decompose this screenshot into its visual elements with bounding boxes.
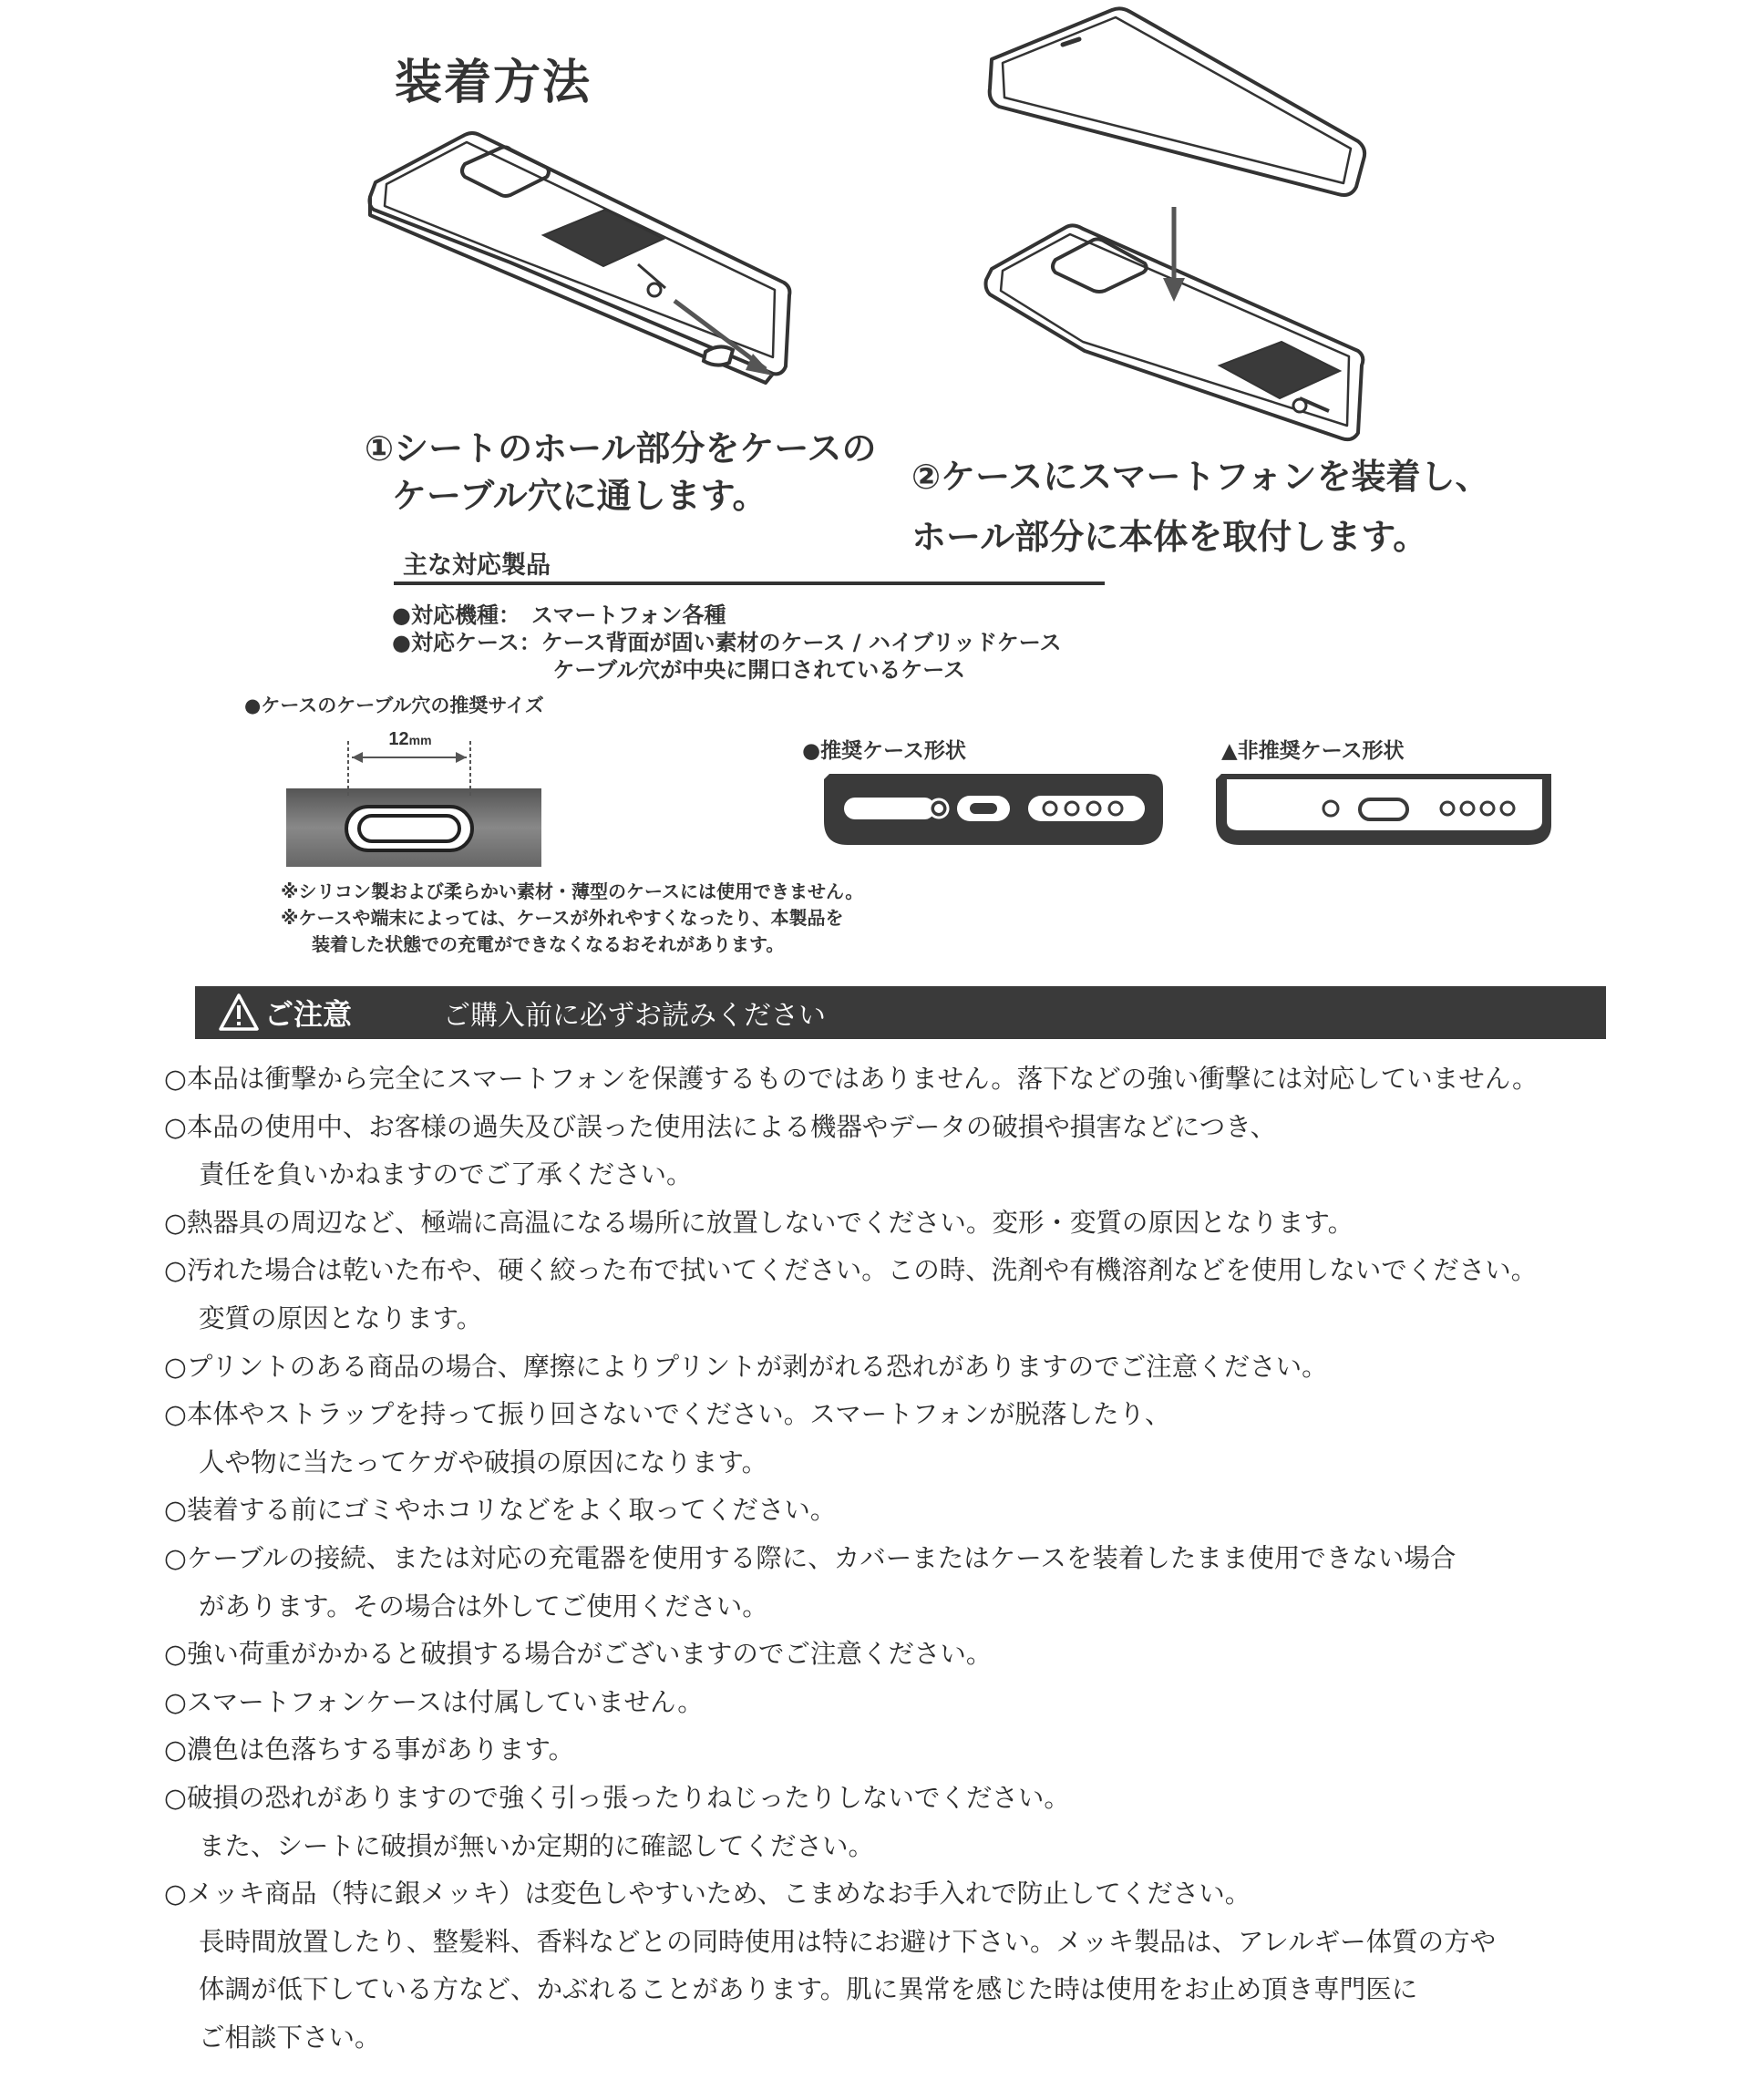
caution-item-cont: 変質の原因となります。 [199,1302,483,1333]
cable-hole-outline [346,807,472,850]
phone-inner [1003,17,1351,183]
step-1-text [365,425,877,520]
dimension-value: 12 [388,729,409,749]
note-line: ※ケースや端末によっては、ケースが外れやすくなったり、本製品を [281,907,844,929]
note-line: ※シリコン製および柔らかい素材・薄型のケースには使用できません。 [281,880,864,902]
caution-item-cont: 人や物に当たってケガや破損の原因になります。 [199,1446,768,1477]
compat-row: ●対応ケース：ケース背面が固い素材のケース / ハイブリッドケース [392,630,1062,655]
caution-item: ○破損の恐れがありますので強く引っ張ったりねじったりしないでください。 [164,1782,1070,1813]
caution-header [195,986,1606,1039]
phone-speaker [1063,39,1079,45]
caution-item: ○ケーブルの接続、または対応の充電器を使用する際に、カバーまたはケースを装着したまま使用できない場合 [164,1542,1457,1573]
phone-into-case-illustration [975,5,1376,451]
caution-item: ○メッキ商品（特に銀メッキ）は変色しやすいため、こまめなお手入れで防止してください。 [164,1879,1251,1910]
compat-row: ●対応機種： スマートフォン各種 [392,602,726,628]
caution-item: ○プリントのある商品の場合、摩擦によりプリントが剥がれる恐れがありますのでご注意ください。 [164,1351,1328,1382]
compat-divider [394,582,1105,585]
caution-item-cont: 責任を負いかねますのでご了承ください。 [199,1159,693,1190]
caution-subtitle: ご購入前に必ずお読みください [443,1000,827,1032]
svg-text:12mm [388,729,431,749]
page-title: 装着方法 [395,56,592,110]
recommended-case-shape [820,770,1167,852]
caution-item: ○装着する前にゴミやホコリなどをよく取ってください。 [164,1495,837,1526]
note-line: 装着した状態での充電ができなくなるおそれがあります。 [312,933,785,955]
step-1-line-1: ①シートのホール部分をケースの [365,428,877,468]
not-recommended-case-shape [1212,770,1559,852]
caution-list [164,1055,1714,2062]
step-1-line-2: ケーブル穴に通します。 [392,476,767,516]
caution-item-cont: があります。その場合は外してご使用ください。 [199,1590,768,1621]
caution-item: ○濃色は色落ちする事があります。 [164,1735,575,1765]
caution-item: ○熱器具の周辺など、極端に高温になる場所に放置しないでください。変形・変質の原因となります。 [164,1207,1354,1238]
caution-item-cont: 長時間放置したり、整髪料、香料などとの同時使用は特にお避け下さい。メッキ製品は、アレルギー体質の方や [199,1926,1497,1957]
caution-item: ○スマートフォンケースは付属していません。 [164,1686,704,1717]
compat-spec-list [392,602,1062,684]
caution-item: ○本体やストラップを持って振り回さないでください。スマートフォンが脱落したり、 [164,1399,1171,1430]
caution-item-cont: 体調が低下している方など、かぶれることがあります。肌に異常を感じた時は使用をお止め頂き専門医に [199,1974,1418,2005]
camera-cutout [462,147,549,196]
case-with-sheet-illustration [365,128,802,401]
dimension-unit: mm [408,733,432,747]
cable-hole [704,346,733,365]
compat-title: 主な対応製品 [403,551,551,580]
usage-notes [281,879,863,958]
sheet-square [543,210,664,266]
caution-item: ○本品は衝撃から完全にスマートフォンを保護するものではありません。落下などの強い衝撃には対応していません。 [164,1064,1539,1094]
sheet-hole [648,283,661,296]
caution-item-cont: また、シートに破損が無いか定期的に確認してください。 [199,1830,875,1861]
caution-item: ○本品の使用中、お客様の過失及び誤った使用法による機器やデータの破損や損害などにつき、 [164,1111,1277,1142]
recommended-shape-title: ●推奨ケース形状 [802,739,966,763]
step-2-text [911,447,1489,567]
caution-item: ○強い荷重がかかると破損する場合がございますのでご注意ください。 [164,1639,993,1670]
phone-outline [990,8,1364,195]
not-recommended-shape-title: ▲非推奨ケース形状 [1221,739,1405,763]
cable-hole-size-title: ●ケースのケーブル穴の推奨サイズ [244,695,544,716]
cable-hole-size-diagram [283,725,547,870]
compat-row: ケーブル穴が中央に開口されているケース [392,657,965,683]
caution-label: ご注意 [264,997,353,1032]
warning-icon [219,993,259,1033]
caution-item: ○汚れた場合は乾いた布や、硬く絞った布で拭いてください。この時、洗剤や有機溶剤などを使用しないでください。 [164,1255,1538,1286]
step-2-line-1: ②ケースにスマートフォンを装着し、 [911,457,1490,497]
step-2-line-2: ホール部分に本体を取付します。 [911,517,1428,557]
caution-item-cont: ご相談下さい。 [199,2022,381,2053]
